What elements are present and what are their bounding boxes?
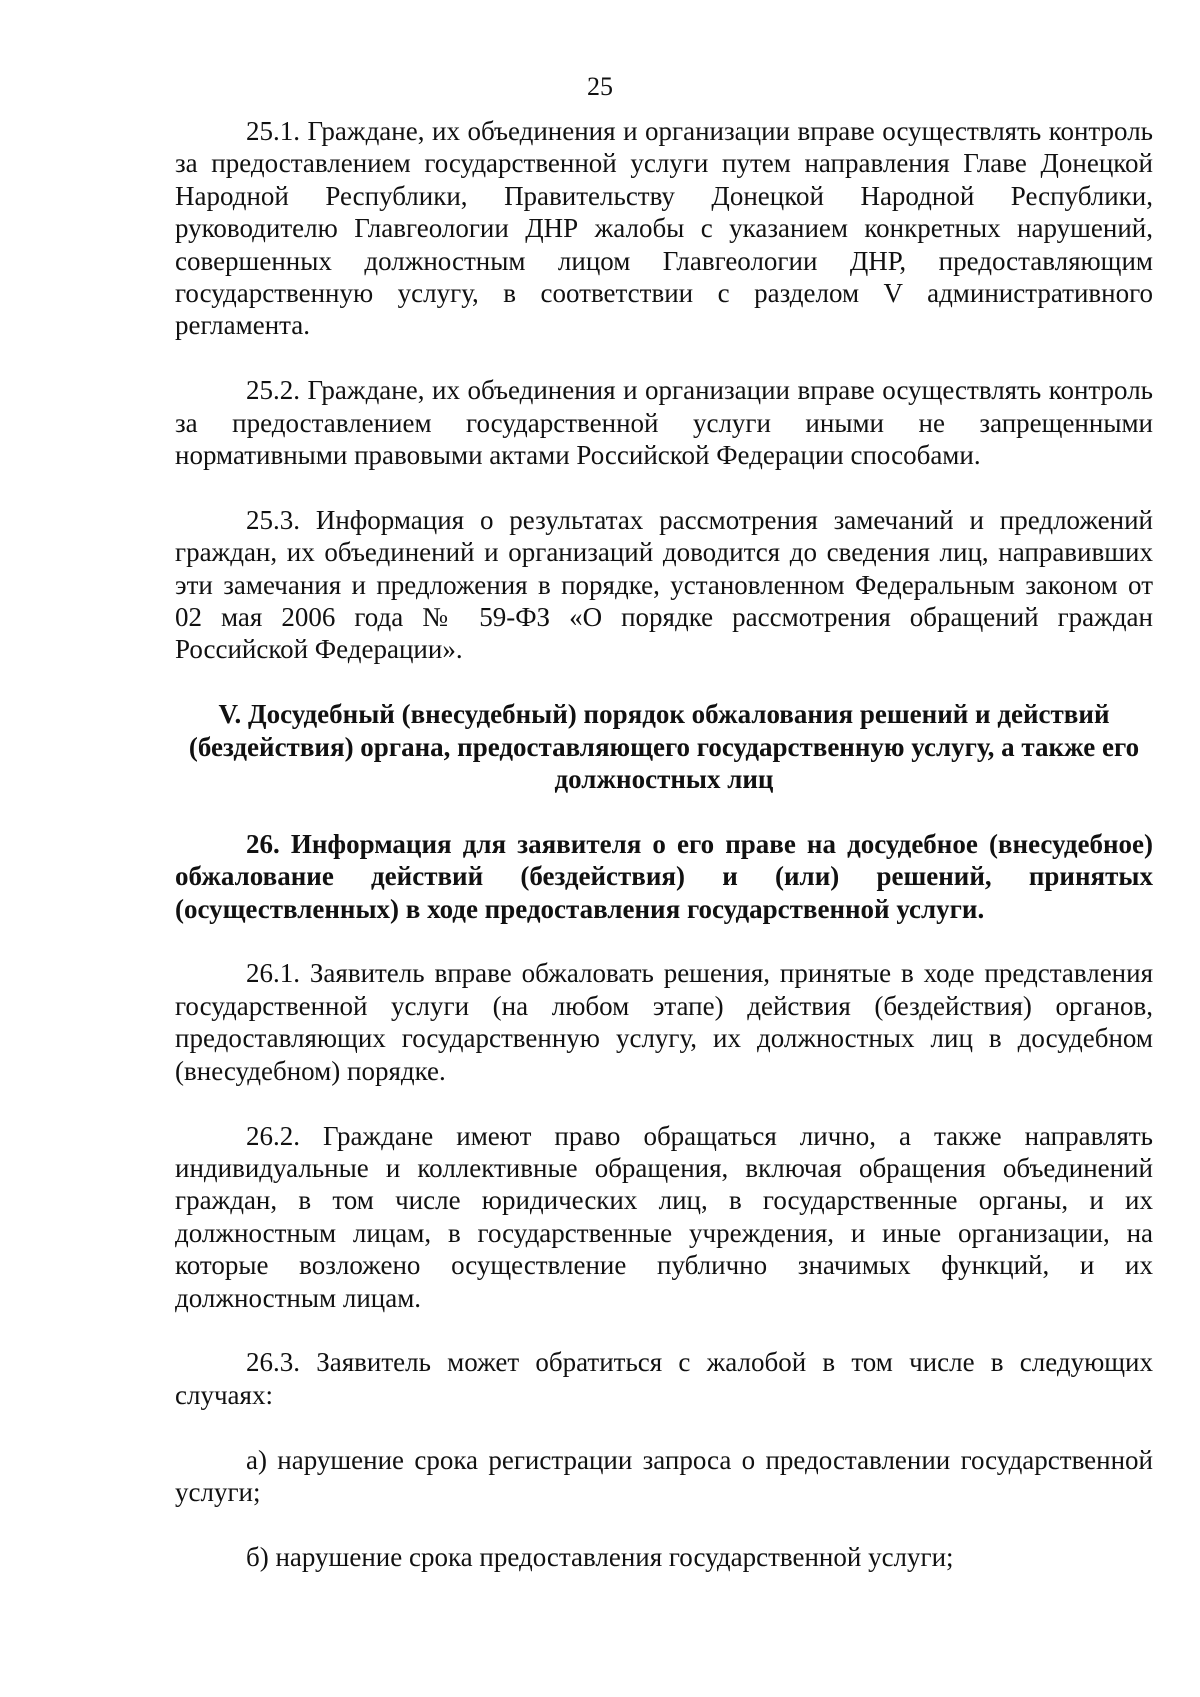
section-v-title: V. Досудебный (внесудебный) порядок обжалования решений и действий (бездействия) органа, предоставляющего государственную услугу, а также его должностных лиц [188,699,1140,795]
document-body [175,115,1153,1606]
list-item-b: б) нарушение срока предоставления государственной услуги; [246,1541,954,1572]
list-item-a: а) нарушение срока регистрации запроса о предоставлении государственной услуги; [175,1444,1153,1507]
paragraph-25-1: 25.1. Граждане, их объединения и организации вправе осуществлять контроль за предоставлением государственной услуги путем направления Главе Донецкой Народной Республики, Правительству Донецкой Народной Республики, руководителю Главгеологии ДНР жалобы с указанием конкретных нарушений, совершенных должностным лицом Главгеологии ДНР, предоставляющим государственную услугу, в соответствии с разделом V административного регламента. [175,116,1153,341]
paragraph-25-3: 25.3. Информация о результатах рассмотрения замечаний и предложений граждан, их объединений и организаций доводится до сведения лиц, направивших эти замечания и предложения в порядке, установленном Федеральным законом от 02 мая 2006 года № 59-ФЗ «О порядке рассмотрения обращений граждан Российской Федерации». [175,504,1153,665]
paragraph-25-2: 25.2. Граждане, их объединения и организации вправе осуществлять контроль за предоставлением государственной услуги иными не запрещенными нормативными правовыми актами Российской Федерации способами. [175,375,1153,471]
heading-26: 26. Информация для заявителя о его праве на досудебное (внесудебное) обжалование действий (бездействия) и (или) решений, принятых (осуществленных) в ходе предоставления государственной услуги. [175,828,1153,924]
paragraph-26-2: 26.2. Граждане имеют право обращаться лично, а также направлять индивидуальные и коллективные обращения, включая обращения объединений граждан, в том числе юридических лиц, в государственные органы, и их должностным лицам, в государственные учреждения, и иные организации, на которые возложено осуществление публично значимых функций, и их должностным лицам. [175,1120,1153,1313]
page-number: 25 [587,72,613,101]
paragraph-26-1: 26.1. Заявитель вправе обжаловать решения, принятые в ходе представления государственной услуги (на любом этапе) действия (бездействия) органов, предоставляющих государственную услугу, их должностных лиц в досудебном (внесудебном) порядке. [175,958,1153,1086]
paragraph-26-3: 26.3. Заявитель может обратиться с жалобой в том числе в следующих случаях: [175,1347,1153,1410]
